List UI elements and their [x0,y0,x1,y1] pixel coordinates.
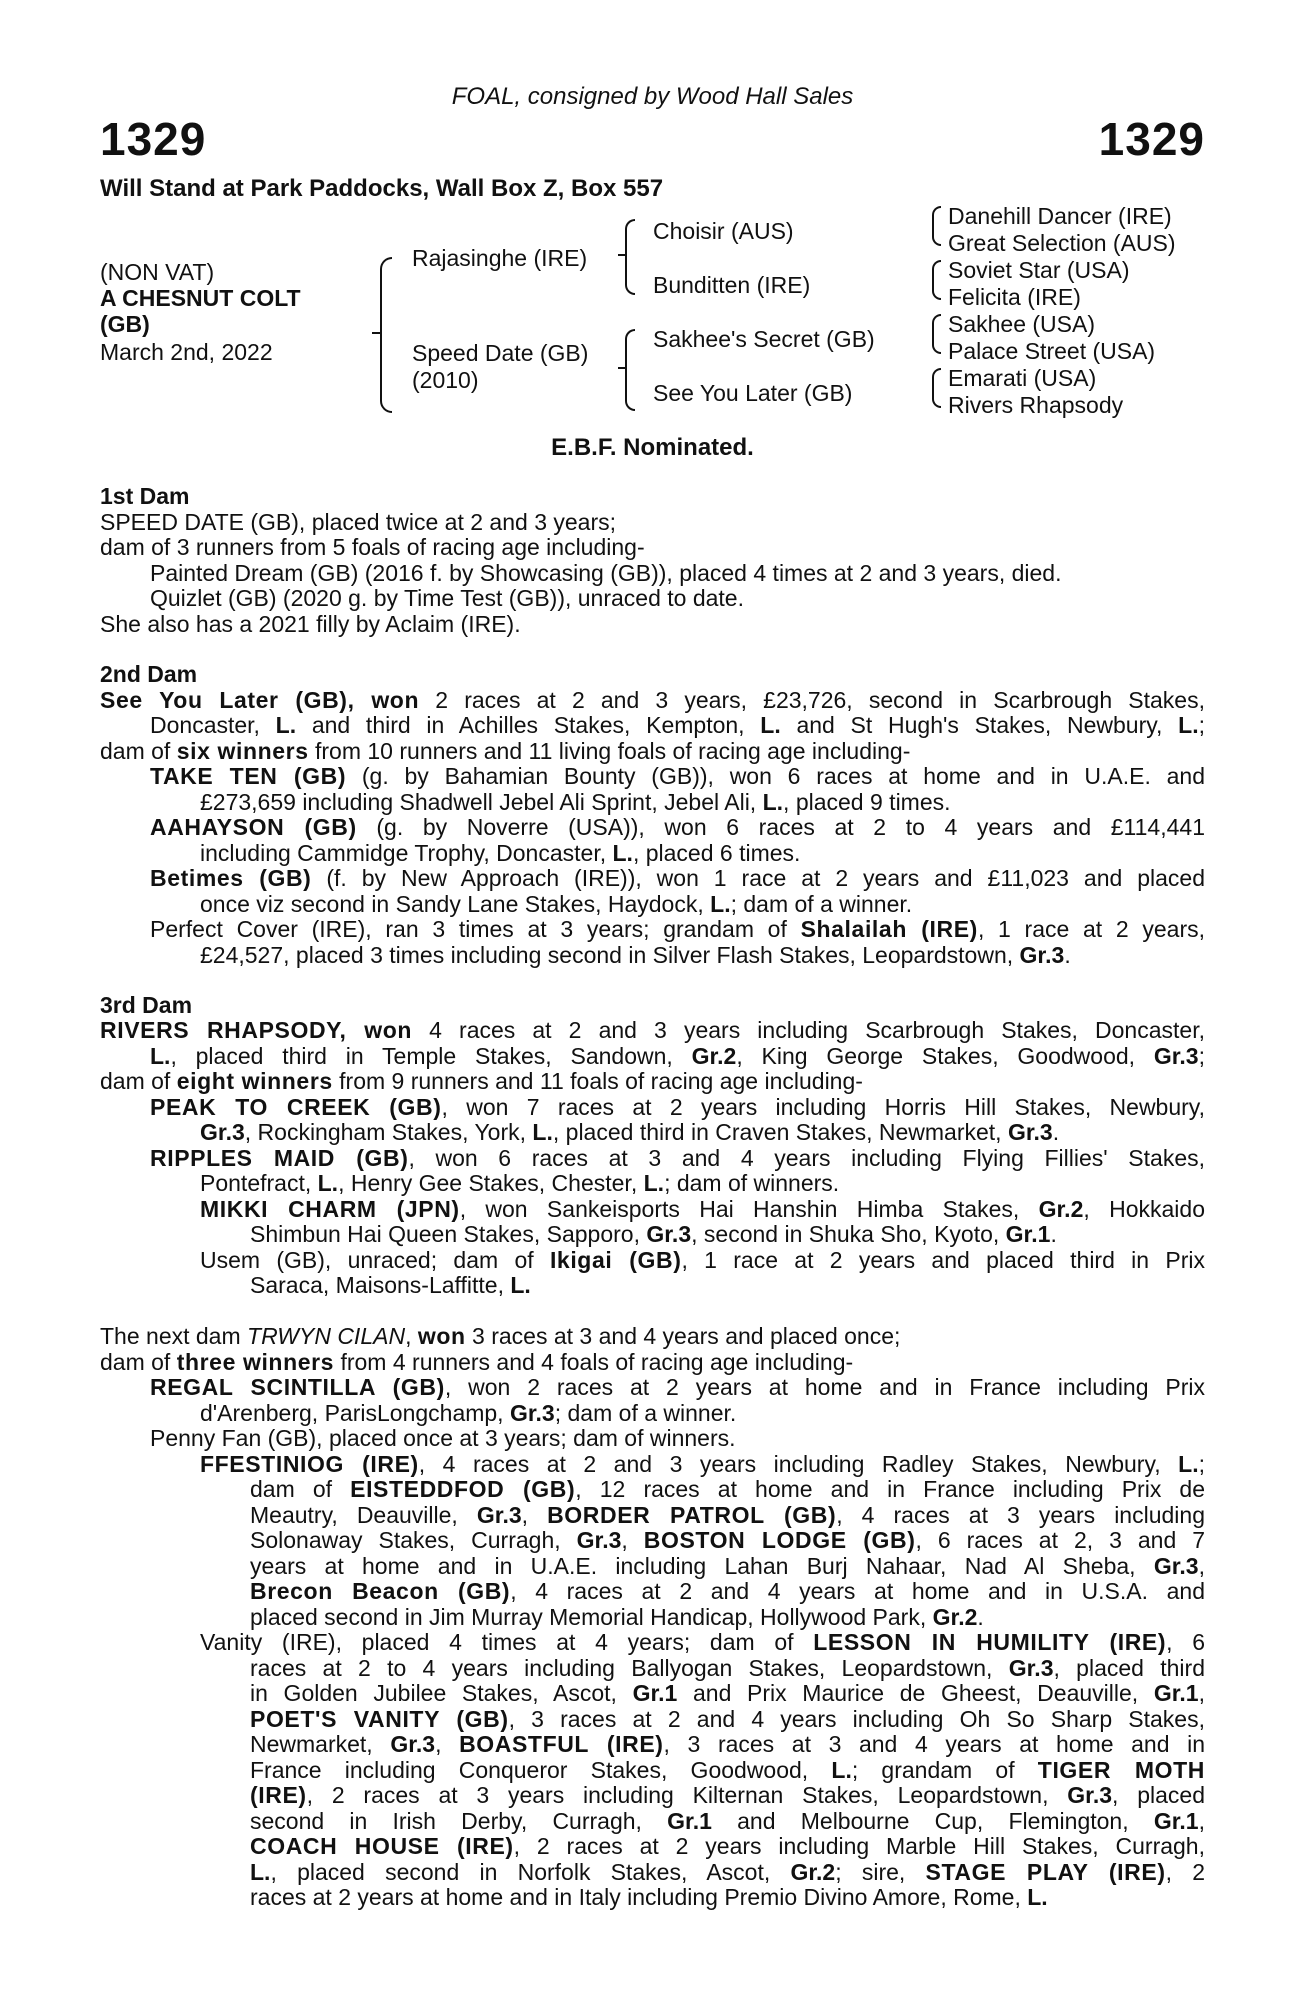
third-dam-produce: MIKKI CHARM (JPN), won Sankeisports Hai Hanshin Himba Stakes, Gr.2, Hokkaido [200,1196,1205,1222]
second-dam-line: dam of six winners from 10 runners and 11 living foals of racing age including- [100,738,911,764]
subject-name: A CHESNUT COLT [100,285,301,311]
next-dam-produce: Meautry, Deauville, Gr.3, BORDER PATROL (GB), 4 races at 3 years including [250,1502,1205,1528]
next-dam-produce: d'Arenberg, ParisLongchamp, Gr.3; dam of a winner. [200,1400,737,1426]
third-dam-produce: Usem (GB), unraced; dam of Ikigai (GB), 1 race at 2 years and placed third in Prix [200,1247,1205,1273]
dam-year: (2010) [412,367,479,393]
next-dam-produce: in Golden Jubilee Stakes, Ascot, Gr.1 and Prix Maurice de Gheest, Deauville, Gr.1, [250,1680,1205,1706]
second-dam-line: See You Later (GB), won 2 races at 2 and 3 years, £23,726, second in Scarbrough Stakes, [100,687,1205,713]
first-dam-produce: Painted Dream (GB) (2016 f. by Showcasing (GB)), placed 4 times at 2 and 3 years, died. [150,560,1062,586]
dam: Speed Date (GB) [412,340,589,366]
sire-sire: Choisir (AUS) [653,218,794,244]
next-dam-produce: Penny Fan (GB), placed once at 3 years; dam of winners. [150,1425,736,1451]
dam-sire: Sakhee's Secret (GB) [653,326,875,352]
consignor-line: FOAL, consigned by Wood Hall Sales [451,83,854,110]
next-dam-produce: Newmarket, Gr.3, BOASTFUL (IRE), 3 races at 3 and 4 years at home and in [250,1731,1206,1757]
next-dam-produce: placed second in Jim Murray Memorial Handicap, Hollywood Park, Gr.2. [250,1604,984,1630]
third-dam-produce: PEAK TO CREEK (GB), won 7 races at 2 years including Horris Hill Stakes, Newbury, [150,1094,1205,1120]
next-dam-produce: (IRE), 2 races at 3 years including Kilternan Stakes, Leopardstown, Gr.3, placed [250,1782,1205,1808]
ebf-note: E.B.F. Nominated. [551,434,754,461]
gg-3: Soviet Star (USA) [948,257,1130,283]
next-dam-produce: FFESTINIOG (IRE), 4 races at 2 and 3 years including Radley Stakes, Newbury, L.; [200,1451,1205,1477]
lot-number-left: 1329 [100,113,207,165]
second-dam-produce: £24,527, placed 3 times including second in Silver Flash Stakes, Leopardstown, Gr.3. [200,942,1071,968]
pedigree-brace-6 [932,314,941,354]
next-dam-produce: Solonaway Stakes, Curragh, Gr.3, BOSTON LODGE (GB), 6 races at 2, 3 and 7 [250,1527,1205,1553]
next-dam-produce: second in Irish Derby, Curragh, Gr.1 and Melbourne Cup, Flemington, Gr.1, [250,1808,1205,1834]
pedigree-brace-5 [932,260,941,300]
third-dam-line: dam of eight winners from 9 runners and 11 foals of racing age including- [100,1068,863,1094]
vat-status: (NON VAT) [100,259,215,285]
next-dam-produce: races at 2 to 4 years including Ballyogan Stakes, Leopardstown, Gr.3, placed third [250,1655,1205,1681]
gg-4: Felicita (IRE) [948,284,1081,310]
sire: Rajasinghe (IRE) [412,245,588,271]
third-dam-produce: Gr.3, Rockingham Stakes, York, L., placed third in Craven Stakes, Newmarket, Gr.3. [200,1119,1060,1145]
third-dam-produce: Shimbun Hai Queen Stakes, Sapporo, Gr.3, second in Shuka Sho, Kyoto, Gr.1. [250,1221,1057,1247]
second-dam-produce: AAHAYSON (GB) (g. by Noverre (USA)), won 6 races at 2 to 4 years and £114,441 [150,814,1205,840]
third-dam-produce: Pontefract, L., Henry Gee Stakes, Chester, L.; dam of winners. [200,1170,840,1196]
pedigree-brace-2-point [618,254,626,256]
next-dam-produce: COACH HOUSE (IRE), 2 races at 2 years including Marble Hill Stakes, Curragh, [250,1833,1205,1859]
first-dam-produce: Quizlet (GB) (2020 g. by Time Test (GB)), unraced to date. [150,585,744,611]
third-dam-line: RIVERS RHAPSODY, won 4 races at 2 and 3 years including Scarbrough Stakes, Doncaster, [100,1017,1205,1043]
gg-6: Palace Street (USA) [948,338,1156,364]
dam-dam: See You Later (GB) [653,380,853,406]
foaling-date: March 2nd, 2022 [100,339,273,365]
catalogue-page [100,0,1205,2000]
sire-dam: Bunditten (IRE) [653,272,811,298]
gg-2: Great Selection (AUS) [948,230,1176,256]
second-dam-produce: including Cammidge Trophy, Doncaster, L., placed 6 times. [200,840,801,866]
gg-5: Sakhee (USA) [948,311,1096,337]
gg-1: Danehill Dancer (IRE) [948,203,1172,229]
first-dam-line: dam of 3 runners from 5 foals of racing age including- [100,534,645,560]
pedigree-brace-1-point [372,332,380,334]
second-dam-produce: £273,659 including Shadwell Jebel Ali Sprint, Jebel Ali, L., placed 9 times. [200,789,951,815]
second-dam-produce: once viz second in Sandy Lane Stakes, Haydock, L.; dam of a winner. [200,891,913,917]
second-dam-produce: TAKE TEN (GB) (g. by Bahamian Bounty (GB)), won 6 races at home and in U.A.E. and [150,763,1205,789]
next-dam-produce: races at 2 years at home and in Italy including Premio Divino Amore, Rome, L. [250,1884,1048,1910]
next-dam-produce: dam of EISTEDDFOD (GB), 12 races at home and in France including Prix de [250,1476,1205,1502]
pedigree-brace-3 [625,329,635,411]
next-dam-line: The next dam TRWYN CILAN, won 3 races at 3 and 4 years and placed once; [100,1323,901,1349]
next-dam-line: dam of three winners from 4 runners and 4 foals of racing age including- [100,1349,854,1375]
next-dam-produce: POET'S VANITY (GB), 3 races at 2 and 4 years including Oh So Sharp Stakes, [250,1706,1205,1732]
pedigree-brace-2 [625,219,635,295]
pedigree-brace-7 [932,368,941,408]
gg-8: Rivers Rhapsody [948,392,1124,418]
next-dam-produce: Vanity (IRE), placed 4 times at 4 years; dam of LESSON IN HUMILITY (IRE), 6 [200,1629,1205,1655]
lot-number-right: 1329 [1098,113,1205,165]
next-dam-produce: L., placed second in Norfolk Stakes, Ascot, Gr.2; sire, STAGE PLAY (IRE), 2 [250,1859,1205,1885]
first-dam-heading: 1st Dam [100,483,190,509]
pedigree-brace-3-point [618,367,626,369]
pedigree-brace-4 [932,206,941,246]
third-dam-produce: Saraca, Maisons-Laffitte, L. [250,1272,531,1298]
subject-name-country: (GB) [100,311,150,337]
third-dam-produce: RIPPLES MAID (GB), won 6 races at 3 and 4 years including Flying Fillies' Stakes, [150,1145,1206,1171]
third-dam-heading: 3rd Dam [100,992,193,1018]
next-dam-produce: years at home and in U.A.E. including Lahan Burj Nahaar, Nad Al Sheba, Gr.3, [250,1553,1205,1579]
pedigree-brace-1 [380,257,392,413]
second-dam-line: Doncaster, L. and third in Achilles Stakes, Kempton, L. and St Hugh's Stakes, Newbury, L.; [150,712,1206,738]
next-dam-produce: Brecon Beacon (GB), 4 races at 2 and 4 years at home and in U.S.A. and [250,1578,1205,1604]
next-dam-produce: France including Conqueror Stakes, Goodwood, L.; grandam of TIGER MOTH [250,1757,1205,1783]
first-dam-line: SPEED DATE (GB), placed twice at 2 and 3 years; [100,509,617,535]
gg-7: Emarati (USA) [948,365,1097,391]
first-dam-line: She also has a 2021 filly by Aclaim (IRE). [100,611,521,637]
third-dam-line: L., placed third in Temple Stakes, Sandown, Gr.2, King George Stakes, Goodwood, Gr.3; [150,1043,1205,1069]
next-dam-produce: REGAL SCINTILLA (GB), won 2 races at 2 years at home and in France including Prix [150,1374,1205,1400]
stand-location: Will Stand at Park Paddocks, Wall Box Z, Box 557 [100,175,664,202]
second-dam-produce: Betimes (GB) (f. by New Approach (IRE)), won 1 race at 2 years and £11,023 and placed [150,865,1205,891]
second-dam-heading: 2nd Dam [100,661,198,687]
second-dam-produce: Perfect Cover (IRE), ran 3 times at 3 years; grandam of Shalailah (IRE), 1 race at 2 years, [150,916,1205,942]
